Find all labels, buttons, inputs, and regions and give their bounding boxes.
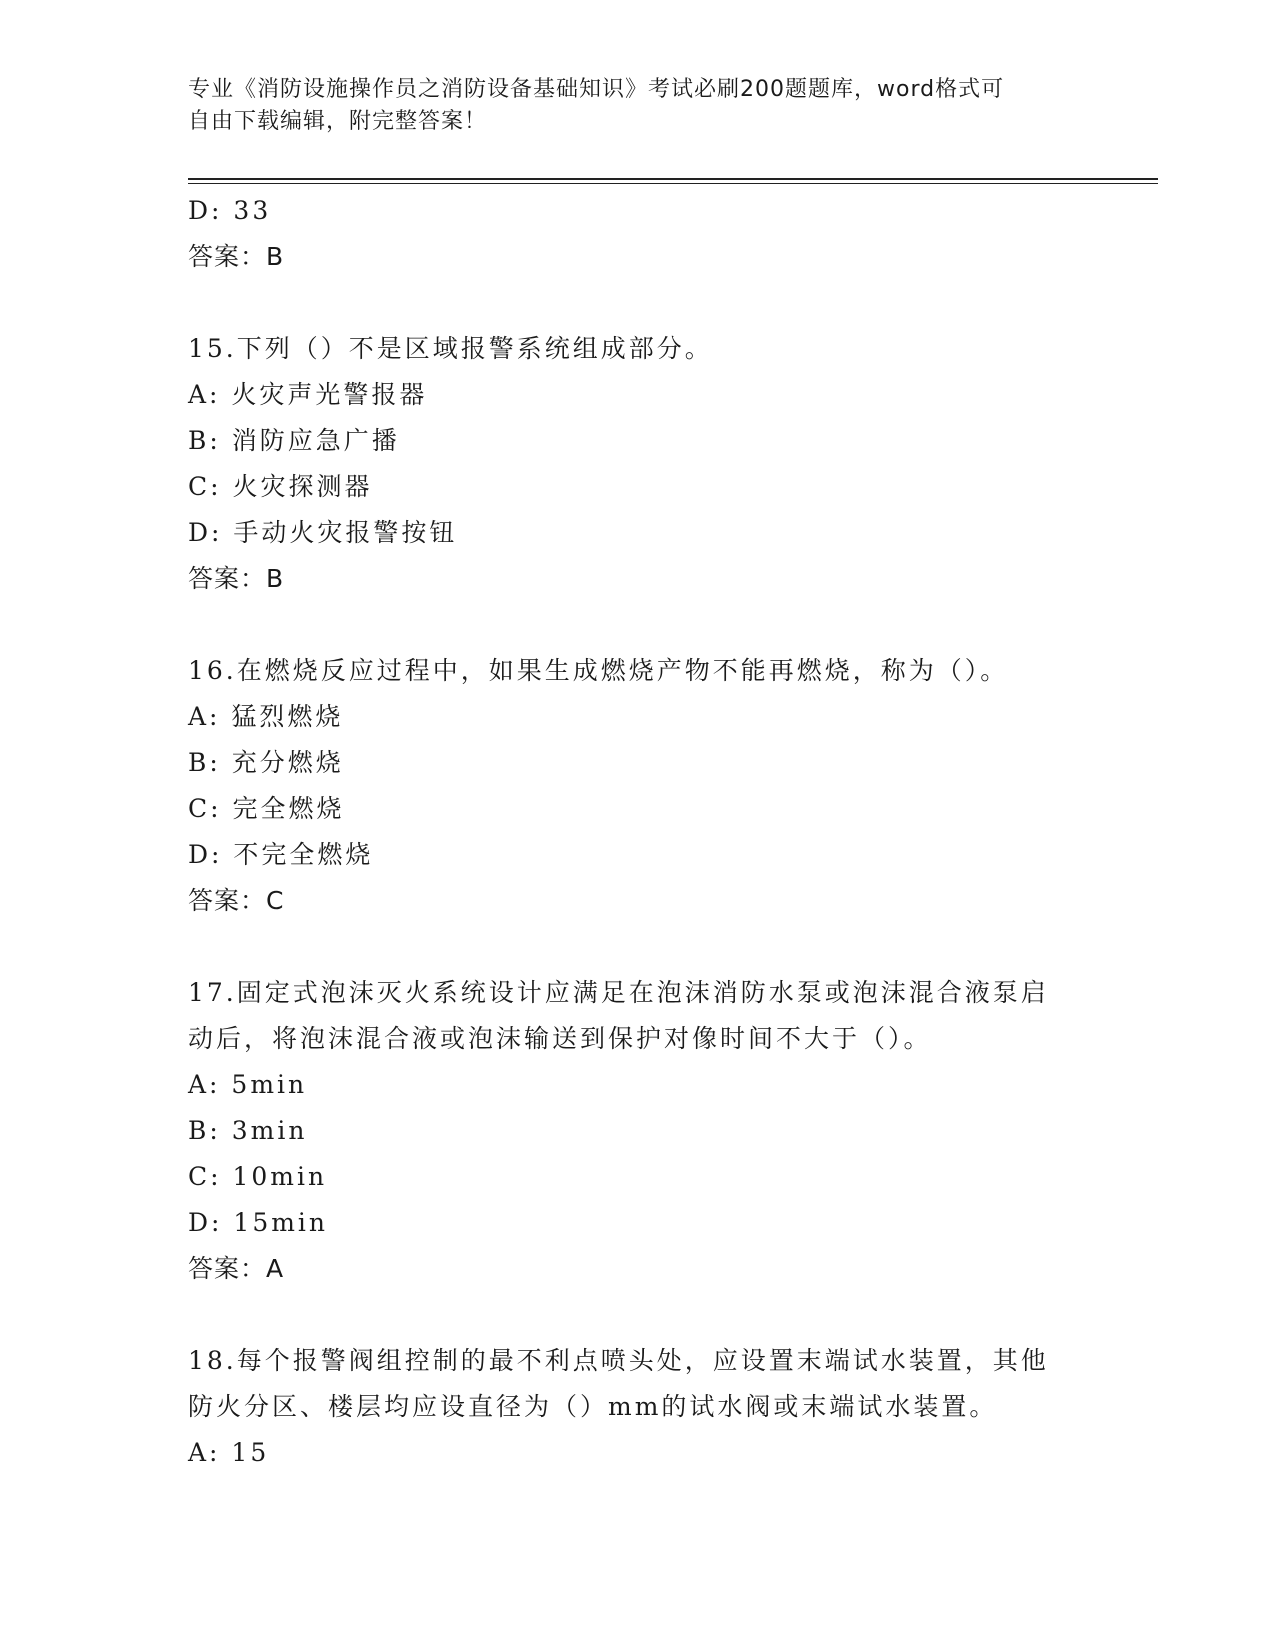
option-d: D: 15min: [188, 1208, 329, 1237]
header-line-1: 专业《消防设施操作员之消防设备基础知识》考试必刷200题题库，word格式可: [188, 77, 1005, 102]
option-a: A: 15: [188, 1438, 270, 1467]
option-b: B: 3min: [188, 1116, 308, 1145]
question-stem-line-1: 17.固定式泡沫灭火系统设计应满足在泡沫消防水泵或泡沫混合液泵启: [188, 978, 1049, 1007]
spacer: [188, 280, 1088, 326]
question-stem-line-1: 18.每个报警阀组控制的最不利点喷头处，应设置末端试水装置，其他: [188, 1346, 1049, 1375]
question-stem-line-2: 动后，将泡沫混合液或泡沫输送到保护对像时间不大于（）。: [188, 1024, 932, 1053]
question-stem: 16.在燃烧反应过程中，如果生成燃烧产物不能再燃烧，称为（）。: [188, 656, 1009, 685]
option-d: D: 33: [188, 196, 272, 225]
question-15: [188, 326, 1088, 602]
spacer: [188, 924, 1088, 970]
option-a: A: 5min: [188, 1070, 308, 1099]
header-line-2: 自由下载编辑，附完整答案！: [188, 109, 488, 134]
question-content: [188, 188, 1088, 1476]
option-c: C: 完全燃烧: [188, 794, 345, 823]
option-a: A: 猛烈燃烧: [188, 702, 344, 731]
option-d: D: 不完全燃烧: [188, 840, 374, 869]
page-header: [188, 74, 1088, 138]
spacer: [188, 602, 1088, 648]
answer-line: 答案：A: [188, 1254, 285, 1283]
question-stem-line-2: 防火分区、楼层均应设直径为（）mm的试水阀或末端试水装置。: [188, 1392, 998, 1421]
header-divider-thin: [188, 183, 1158, 184]
option-d: D: 手动火灾报警按钮: [188, 518, 458, 547]
question-18: [188, 1338, 1088, 1476]
option-b: B: 充分燃烧: [188, 748, 344, 777]
answer-line: 答案：B: [188, 564, 285, 593]
header-divider: [188, 178, 1158, 180]
answer-line: 答案：C: [188, 886, 285, 915]
spacer: [188, 1292, 1088, 1338]
option-c: C: 火灾探测器: [188, 472, 373, 501]
question-17: [188, 970, 1088, 1292]
question-16: [188, 648, 1088, 924]
answer-line: 答案：B: [188, 242, 285, 271]
option-c: C: 10min: [188, 1162, 328, 1191]
question-stem: 15.下列（）不是区域报警系统组成部分。: [188, 334, 713, 363]
option-b: B: 消防应急广播: [188, 426, 400, 455]
option-a: A: 火灾声光警报器: [188, 380, 428, 409]
